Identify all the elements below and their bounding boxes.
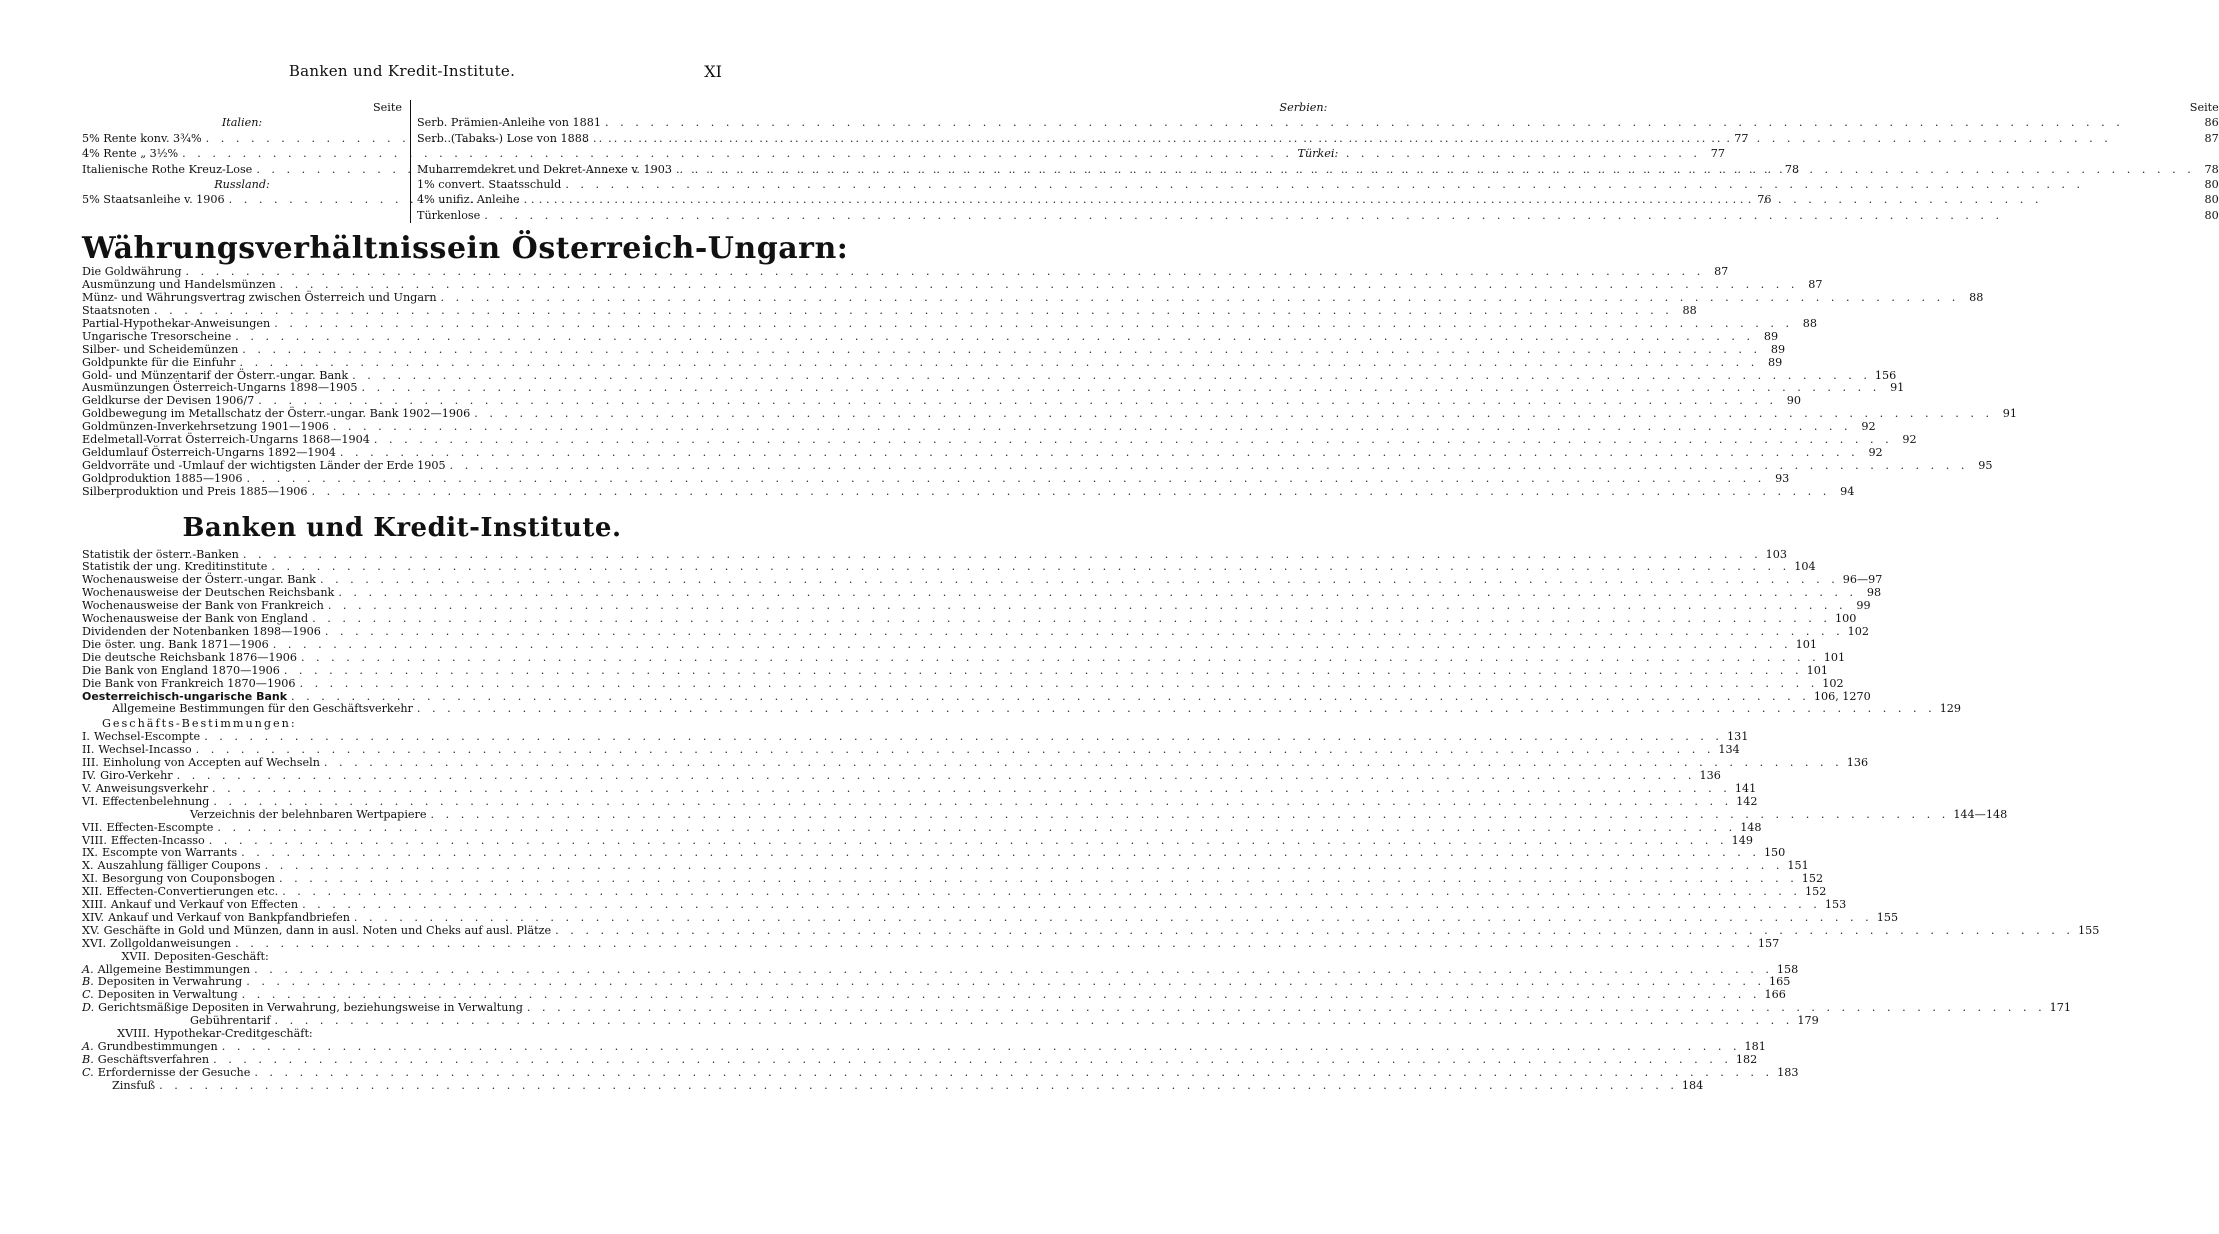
item-number: B.	[82, 1052, 94, 1066]
item-label: Geldvorräte und -Umlauf der wichtigsten Länder der Erde 1905	[82, 458, 446, 472]
item-label: Geschäftsverfahren	[97, 1052, 210, 1066]
list-item	[82, 637, 1817, 652]
heading-tuerkei: Türkei:	[1297, 147, 1339, 161]
list-item	[82, 923, 2100, 938]
item-label: 1% convert. Staatsschuld	[417, 178, 562, 192]
item-page: 134	[1718, 743, 1740, 757]
item-page: 76	[1757, 193, 1772, 207]
index-page	[82, 62, 2219, 1093]
item-page: 102	[1822, 676, 1844, 690]
item-page: 87	[2204, 131, 2219, 145]
item-page: 77	[1734, 131, 1749, 145]
list-item	[417, 192, 2219, 207]
item-number: V.	[82, 781, 92, 795]
item-label: Statistik der ung. Kreditinstitute	[82, 560, 268, 574]
item-label: Wechsel-Escompte	[93, 730, 201, 744]
list-item: Zinsfuß . . . 184	[82, 1080, 722, 1093]
section-title-waehrung	[82, 231, 849, 267]
list-item	[82, 329, 1779, 344]
item-label: Muharremdekret und Dekret-Annexe v. 1903	[417, 162, 672, 176]
item-page: 78	[2204, 162, 2219, 176]
item-label: Goldproduktion 1885—1906	[82, 471, 243, 485]
list-item	[82, 936, 1780, 951]
waehrung-list	[82, 265, 2017, 498]
item-page: 86	[2204, 116, 2219, 130]
item-label: Münz- und Währungsvertrag zwischen Österreich und Ungarn	[82, 291, 437, 305]
leader-dots	[325, 626, 1844, 639]
item-label: 4% Rente „ 3½%	[82, 147, 179, 161]
item-label: Partial-Hypothekar-Anweisungen	[82, 316, 271, 330]
item-page: 87	[1714, 265, 1729, 279]
list-item	[82, 898, 1847, 912]
running-title: Banken und Kredit-Institute.	[288, 62, 516, 80]
item-page: 152	[1801, 872, 1824, 886]
list-item	[82, 445, 1883, 460]
item-label: Ausmünzung und Handelsmünzen	[82, 278, 276, 292]
list-item	[417, 177, 2219, 192]
list-item	[82, 625, 1869, 639]
item-label: 5% Rente konv. 3¾%	[82, 131, 202, 145]
item-label: Wechsel-Incasso	[98, 743, 192, 757]
leader-dots	[524, 192, 2195, 207]
item-number: C.	[82, 1065, 94, 1079]
item-label: Serb. Prämien-Anleihe von 1881	[417, 116, 601, 130]
leader-dots	[450, 460, 1969, 473]
item-page: 182	[1735, 1052, 1758, 1066]
item-number: VII.	[82, 820, 103, 834]
item-page: 80	[2204, 208, 2219, 222]
item-page: 90	[1786, 394, 1802, 408]
item-page: 171	[2049, 1001, 2072, 1015]
leader-dots	[222, 1041, 1741, 1054]
item-page: 92	[1861, 420, 1876, 434]
list-item	[82, 820, 1762, 835]
leader-dots	[154, 305, 1673, 318]
list-item	[82, 1052, 1758, 1067]
item-label: Wochenausweise der Bank von England	[82, 612, 309, 626]
list-item	[82, 794, 1758, 809]
leader-dots	[213, 796, 1732, 809]
list-item	[82, 910, 1899, 925]
list-item	[82, 342, 1786, 357]
item-page: 156	[1874, 368, 1897, 382]
list-item	[82, 1065, 1799, 1080]
leader-dots	[299, 678, 1818, 691]
item-label: Wochenausweise der Österr.-ungar. Bank	[82, 573, 316, 587]
item-label: Wochenausweise der Bank von Frankreich	[82, 599, 324, 613]
leader-dots	[565, 177, 2194, 192]
leader-dots	[177, 770, 1696, 783]
item-label: 4% unifiz. Anleihe	[417, 193, 520, 207]
item-page: 150	[1763, 846, 1786, 860]
item-page: 92	[1868, 445, 1883, 459]
item-label: Auszahlung fälliger Coupons	[97, 859, 261, 873]
list-item: XVIII. Hypothekar-Creditgeschäft:	[117, 1027, 313, 1041]
item-page: 92	[1902, 433, 1917, 447]
item-label: Silberproduktion und Preis 1885—1906	[82, 484, 308, 498]
item-label: Edelmetall-Vorrat Österreich-Ungarns 1868—1904	[82, 433, 370, 447]
leader-dots	[284, 665, 1803, 678]
item-page: 99	[1856, 599, 1871, 613]
section-title-banken: Banken und Kredit-Institute.	[182, 512, 622, 543]
item-page: 141	[1734, 781, 1757, 795]
roman-list-2	[82, 820, 2100, 951]
item-page: 142	[1736, 794, 1758, 808]
item-label: Effecten-Escompte	[106, 820, 214, 834]
item-label: Effectenbelehnung	[102, 794, 210, 808]
leader-dots	[274, 318, 1793, 331]
item-page: 78	[1784, 162, 1800, 176]
section-title-waehrung-left: Währungsverhältnisse	[82, 231, 467, 267]
list-item	[82, 458, 1993, 473]
leader-dots	[212, 783, 1731, 796]
item-label: Wochenausweise der Deutschen Reichsbank	[82, 586, 335, 600]
list-item	[82, 433, 1917, 447]
item-label: Statistik der österr.-Banken	[82, 547, 239, 561]
leader-dots	[374, 434, 1893, 447]
serbien-heading-row	[417, 100, 2219, 115]
item-label: Die deutsche Reichsbank 1876—1906	[82, 650, 297, 664]
leader-dots	[235, 938, 1754, 951]
item-label: Gerichtsmäßige Depositen in Verwahrung, beziehungsweise in Verwaltung	[98, 1001, 523, 1015]
leader-dots	[340, 447, 1859, 460]
leader-dots	[242, 344, 1761, 357]
item-page: 93	[1775, 471, 1790, 485]
item-label: Silber- und Scheidemünzen	[82, 342, 239, 356]
item-label: Staatsnoten	[82, 303, 150, 317]
xviii-list	[82, 1040, 1799, 1080]
item-number: A.	[82, 962, 94, 976]
leader-dots	[593, 131, 2195, 146]
list-item: Allgemeine Bestimmungen für den Geschäftsverkehr . . . 129	[82, 703, 722, 716]
item-label: Geschäfte in Gold und Münzen, dann in ausl. Noten und Cheks auf ausl. Plätze	[103, 923, 552, 937]
oeub-block	[82, 689, 2100, 1093]
item-page: 155	[1876, 910, 1899, 924]
item-label: Besorgung von Couponsbogen	[101, 872, 275, 886]
item-page: 157	[1757, 936, 1780, 950]
item-page: 101	[1795, 637, 1817, 651]
item-number: XI.	[82, 872, 98, 886]
item-label: Die Bank von Frankreich 1870—1906	[82, 676, 296, 690]
item-label: Türkenlose	[417, 208, 481, 222]
item-page: 131	[1726, 730, 1749, 744]
seite-label-right: Seite	[2189, 101, 2219, 114]
leader-dots	[235, 331, 1754, 344]
item-label: Ausmünzungen Österreich-Ungarns 1898—1905	[82, 381, 358, 395]
geschaefts-heading: Geschäfts-Bestimmungen:	[102, 717, 297, 731]
tuerkei-list	[417, 162, 2219, 224]
seite-label: Seite	[373, 101, 402, 114]
list-item	[417, 162, 2219, 177]
item-number: II.	[82, 743, 95, 757]
leader-dots	[676, 162, 2195, 177]
item-number: C.	[82, 988, 94, 1002]
banken-list	[82, 547, 1883, 691]
item-page: 165	[1769, 975, 1791, 989]
item-number: XVI.	[82, 936, 107, 950]
leader-dots	[301, 652, 1820, 665]
item-label: Einholung von Accepten auf Wechseln	[102, 756, 320, 770]
item-label: Erfordernisse der Gesuche	[97, 1065, 251, 1079]
item-number: I.	[82, 730, 90, 744]
list-item	[82, 781, 1757, 796]
list-item	[82, 303, 1697, 318]
list-item	[82, 355, 1783, 370]
item-label: Goldbewegung im Metallschatz der Österr.-ungar. Bank 1902—1906	[82, 407, 471, 421]
leader-dots	[273, 639, 1792, 652]
list-item	[82, 676, 1844, 691]
right-column	[410, 100, 2219, 223]
item-label: Effecten-Convertierungen etc.	[106, 885, 279, 899]
item-number: XIV.	[82, 910, 105, 924]
two-column-index	[82, 100, 2219, 223]
list-item	[417, 208, 2219, 223]
item-label: Anweisungsverkehr	[95, 781, 209, 795]
item-page: 87	[1808, 278, 1823, 292]
running-head	[82, 62, 722, 86]
list-item	[82, 316, 1818, 331]
item-label: Depositen in Verwahrung	[97, 975, 243, 989]
item-label: Geldumlauf Österreich-Ungarns 1892—1904	[82, 445, 336, 459]
item-page: 101	[1806, 663, 1828, 677]
leader-dots	[605, 115, 2195, 130]
item-page: 102	[1847, 625, 1869, 638]
item-page: 166	[1764, 988, 1786, 1002]
list-item	[82, 650, 1846, 665]
item-label: Grundbestimmungen	[97, 1040, 218, 1053]
item-number: VIII.	[82, 833, 107, 847]
item-page: 95	[1978, 458, 1993, 472]
item-label: Die Bank von England 1870—1906	[82, 663, 280, 677]
list-item	[417, 131, 2219, 146]
item-label: Goldmünzen-Inverkehrsetzung 1901—1906	[82, 420, 329, 434]
item-number: VI.	[82, 794, 99, 808]
leader-dots	[484, 208, 2194, 223]
item-label: Zollgoldanweisungen	[110, 936, 232, 950]
item-page: 89	[1763, 329, 1779, 343]
item-page: 148	[1740, 820, 1762, 834]
item-label: Giro-Verkehr	[100, 768, 173, 782]
roman-list-1	[82, 730, 1869, 808]
item-label: Geldkurse der Devisen 1906/7	[82, 394, 255, 408]
list-item: Verzeichnis der belehnbaren Wertpapiere . . . 144—148	[82, 809, 722, 822]
item-label: Allgemeine Bestimmungen	[97, 962, 251, 976]
heading-serbien: Serbien:	[1279, 101, 1328, 114]
item-label: Dividenden der Notenbanken 1898—1906	[82, 625, 321, 638]
item-label: Gold- und Münzentarif der Österr.-ungar. Bank	[82, 368, 349, 382]
item-page: 101	[1823, 650, 1846, 664]
item-label: 5% Staatsanleihe v. 1906	[82, 193, 225, 207]
item-number: D.	[82, 1001, 95, 1015]
list-item	[82, 1040, 1766, 1054]
item-page: 100	[1834, 612, 1857, 626]
serbien-list	[417, 115, 2219, 146]
item-page: 136	[1846, 756, 1869, 770]
item-label: Ungarische Tresorscheine	[82, 329, 232, 343]
item-label: Depositen in Verwaltung	[97, 988, 238, 1002]
leader-dots	[555, 925, 2074, 938]
item-label: Ankauf und Verkauf von Bankpfandbriefen	[108, 910, 350, 924]
item-page: 89	[1768, 355, 1783, 369]
leader-dots	[247, 473, 1766, 486]
item-page: 80	[2204, 178, 2219, 192]
item-page: 155	[2077, 923, 2100, 937]
item-page: 158	[1776, 962, 1799, 976]
leader-dots	[312, 486, 1831, 499]
list-item	[82, 484, 1855, 499]
item-page: 104	[1794, 560, 1816, 574]
item-page: 88	[1969, 291, 1984, 305]
leader-dots	[302, 899, 1821, 912]
leader-dots	[217, 822, 1736, 835]
item-page: 149	[1731, 833, 1753, 847]
item-number: XIII.	[82, 898, 107, 912]
heading-italien: Italien:	[221, 116, 263, 130]
item-number: B.	[82, 975, 94, 989]
item-label: Italienische Rothe Kreuz-Lose	[82, 162, 253, 176]
item-page: 136	[1699, 768, 1721, 782]
item-page: 96—97	[1842, 573, 1883, 587]
xvii-list	[82, 962, 2072, 1016]
list-item	[82, 663, 1828, 678]
list-item	[417, 115, 2219, 130]
item-label: Goldpunkte für die Einfuhr	[82, 355, 236, 369]
item-number: XV.	[82, 923, 100, 937]
item-page: 88	[1802, 316, 1818, 330]
item-number: X.	[82, 859, 94, 873]
item-label: Ankauf und Verkauf von Effecten	[110, 898, 299, 912]
page-number: XI	[704, 62, 722, 81]
item-label: Die Goldwährung	[82, 265, 182, 279]
item-page: 151	[1787, 859, 1809, 873]
item-page: 98	[1866, 586, 1882, 600]
section-title-waehrung-right: in Österreich-Ungarn:	[466, 231, 849, 267]
leader-dots	[239, 357, 1758, 370]
heading-russland: Russland:	[214, 178, 270, 192]
item-page: 77	[1710, 147, 1725, 161]
item-page: 89	[1770, 342, 1786, 356]
item-page: 153	[1824, 898, 1847, 912]
item-number: XII.	[82, 885, 103, 899]
item-number: A.	[82, 1040, 94, 1053]
item-page: 103	[1765, 547, 1787, 561]
list-item: Oesterreichisch-ungarische Bank . . . 106, 1270	[82, 691, 722, 704]
item-label: Effecten-Incasso	[110, 833, 205, 847]
item-page: 80	[2204, 193, 2219, 207]
item-number: IX.	[82, 846, 98, 860]
leader-dots	[213, 1054, 1732, 1067]
item-label: Escompte von Warrants	[101, 846, 238, 860]
item-number: IV.	[82, 768, 97, 782]
item-number: III.	[82, 756, 99, 770]
item-page: 91	[2002, 407, 2017, 421]
item-page: 91	[1890, 381, 1905, 395]
item-page: 88	[1682, 303, 1697, 317]
item-page: 183	[1777, 1065, 1799, 1079]
leader-dots	[254, 1067, 1773, 1080]
item-label: Die öster. ung. Bank 1871—1906	[82, 637, 269, 651]
item-page: 152	[1804, 885, 1827, 899]
list-item: Gebührentarif . . . 179	[82, 1015, 722, 1028]
item-page: 94	[1840, 484, 1855, 498]
list-item: XVII. Depositen-Geschäft:	[121, 949, 269, 963]
item-page: 181	[1744, 1040, 1766, 1053]
item-label: Serb. (Tabaks-) Lose von 1888	[417, 131, 589, 145]
list-item	[82, 471, 1790, 486]
list-item	[82, 768, 1721, 783]
leader-dots	[354, 912, 1873, 925]
